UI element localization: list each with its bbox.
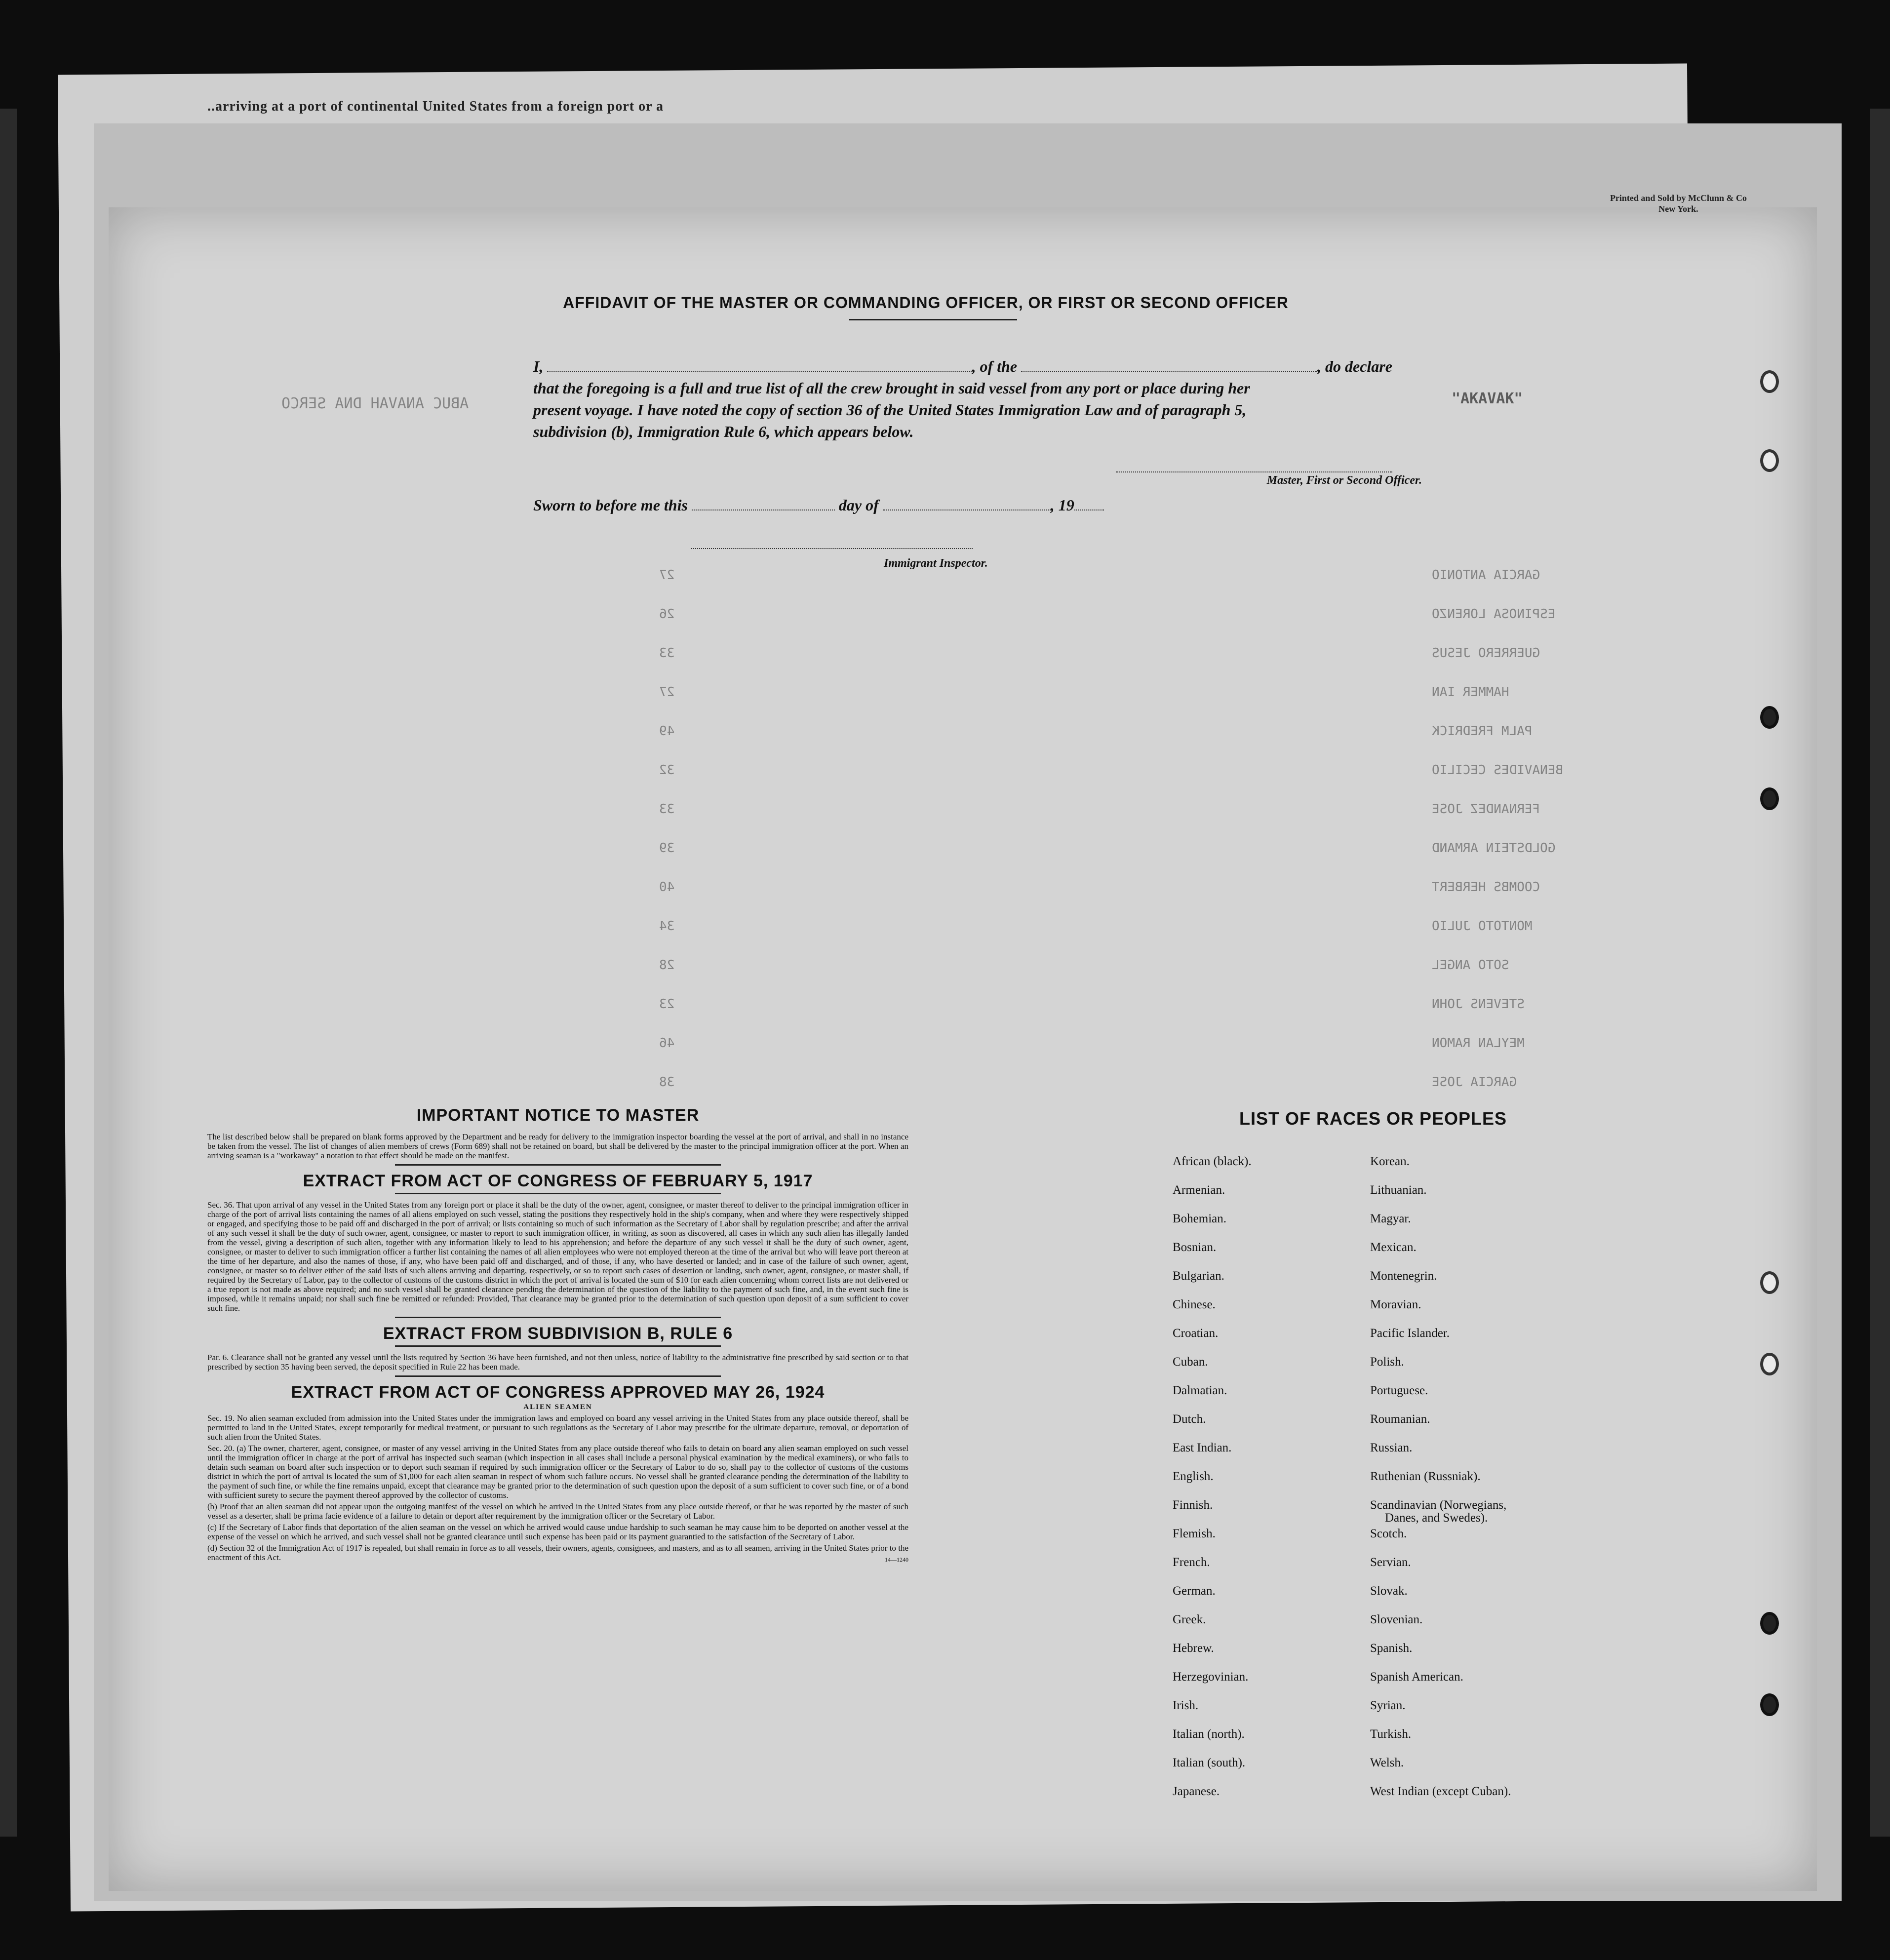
- affidavit-body: [533, 355, 1442, 442]
- race-item: Turkish.: [1370, 1727, 1412, 1741]
- section-rule: [395, 1164, 721, 1166]
- punch-hole-icon: [1760, 370, 1779, 393]
- printer-line-1: Printed and Sold by McClunn & Co: [1610, 193, 1747, 203]
- bleedthrough-age: 28: [659, 958, 675, 973]
- race-item: Ruthenian (Russniak).: [1370, 1470, 1481, 1483]
- race-item: Servian.: [1370, 1556, 1411, 1569]
- race-item: Spanish American.: [1370, 1670, 1463, 1684]
- sworn-month-blank: [883, 500, 1051, 510]
- race-item: Armenian.: [1173, 1183, 1225, 1197]
- bleedthrough-name: GARCIA JOSE: [1432, 1075, 1517, 1090]
- sworn-day-blank: [692, 500, 835, 510]
- bleedthrough-port: ABUC ANAVAH DNA SERCO: [281, 395, 469, 412]
- race-item: Hebrew.: [1173, 1642, 1214, 1655]
- bleedthrough-name: GUERRERO JESUS: [1432, 646, 1540, 661]
- sworn-label: Sworn to before me this: [533, 496, 688, 514]
- bleedthrough-name: GARCIA ANTONIO: [1432, 568, 1540, 583]
- bleedthrough-name: HAMMER IAN: [1432, 685, 1509, 700]
- punch-hole-icon: [1760, 706, 1779, 729]
- vessel-name-blank: [1021, 361, 1317, 372]
- race-item: Welsh.: [1370, 1756, 1404, 1769]
- bleedthrough-name: GOLDSTEIN ARMAND: [1432, 841, 1556, 856]
- punch-hole-icon: [1760, 1693, 1779, 1716]
- race-item-continuation: Danes, and Swedes).: [1385, 1511, 1488, 1525]
- race-item: Slovak.: [1370, 1584, 1408, 1598]
- affidavit-page: [109, 207, 1817, 1891]
- race-item: Slovenian.: [1370, 1613, 1423, 1626]
- race-item: East Indian.: [1173, 1441, 1232, 1454]
- race-item: Bosnian.: [1173, 1241, 1217, 1254]
- race-item: Cuban.: [1173, 1355, 1208, 1369]
- race-item: Irish.: [1173, 1699, 1199, 1712]
- bleedthrough-name: ESPINOSA LORENZO: [1432, 607, 1556, 622]
- punch-hole-icon: [1760, 1271, 1779, 1294]
- sec19-text: Sec. 19. No alien seaman excluded from admission into the United States under the immigration laws and employed on board any vessel arriving in the United States from any place outside thereof, shall be permitted to land in the United States, except temporarily for medical treatment, or pursuant to such regulations as the Secretary of Labor may prescribe for the ultimate departure, removal, or deportation of such alien from the United States.: [207, 1413, 908, 1442]
- signature-line: [1116, 471, 1392, 472]
- year-label: , 19: [1050, 496, 1074, 514]
- section-rule: [395, 1345, 721, 1347]
- race-item: Spanish.: [1370, 1642, 1413, 1655]
- title-rule: [849, 319, 1017, 320]
- race-item: Dalmatian.: [1173, 1384, 1227, 1397]
- race-item: German.: [1173, 1584, 1216, 1598]
- bleedthrough-vessel: "AKAVAK": [1452, 390, 1523, 407]
- race-item: Mexican.: [1370, 1241, 1417, 1254]
- extract-1917-text: Sec. 36. That upon arrival of any vessel in the United States from any foreign port or place it shall be the duty of the owner, agent, consignee, or master thereof to deliver to the principal immigration officer in charge of the port of arrival lists containing the names of all aliens employed on such vessel, stating the positions they respectively hold in the ship's company, when and where they were respectively shipped or engaged, and specifying those to be paid off and discharged in the port of arrival; or lists containing so much of such information as the Secretary of Labor shall by regulation prescribe; and after the arrival of any such vessel it shall be the duty of such owner, agent, consignee, or master to report to such immigration officer, in writing, as soon as discovered, all cases in which any such alien has illegally landed from the vessel, giving a description of such alien, together with any information likely to lead to his apprehension; and before the departure of any such vessel it shall be the duty of such owner, agent, consignee, or master to deliver to such immigration officer a further list containing the names of all alien employees who were not employed thereon at the time of the arrival but who will leave port thereon at the time of her departure, and also the names of those, if any, who have been paid off and discharged, and of those, if any, who have deserted or landed; and in case of the failure of such owner, agent, consignee, or master so to deliver either of the said lists of such aliens arriving and departing, respectively, or so to report such cases of desertion or landing, such owner, agent, consignee, or master shall, if required by the Secretary of Labor, pay to the collector of customs of the customs district in which the port of arrival is located the sum of $10 for each alien concerning whom correct lists are not delivered or a true report is not made as above required; and no such vessel shall be granted clearance pending the determination of the question of the liability to the payment of such fine, and, in the event such fine is imposed, while it remains unpaid; nor shall such fine be remitted or refunded: Provided, That clearance may be granted prior to the determination of such question upon deposit of a sum sufficient to cover such fine.: [207, 1200, 908, 1313]
- race-item: French.: [1173, 1556, 1210, 1569]
- bleedthrough-age: 38: [659, 1075, 675, 1090]
- notice-text: The list described below shall be prepared on blank forms approved by the Department and be ready for delivery to the immigration inspector boarding the vessel at the port of arrival, and shall in no instance be taken from the vessel. The list of changes of alien members of crews (Form 689) shall not be retained on board, but shall be delivered by the master to the principal immigration officer at the port. When an arriving seaman is a "workaway" a notation to that effect should be made on the manifest.: [207, 1132, 908, 1160]
- race-item: Herzegovinian.: [1173, 1670, 1249, 1684]
- race-item: Roumanian.: [1370, 1412, 1430, 1426]
- section-rule: [395, 1317, 721, 1318]
- bleedthrough-name: SOTO ANGEL: [1432, 958, 1509, 973]
- signature-label: Master, First or Second Officer.: [1266, 474, 1422, 487]
- bleedthrough-age: 26: [659, 607, 675, 622]
- races-right-column: [1370, 1155, 1511, 1814]
- bleedthrough-name: FERNANDEZ JOSE: [1432, 802, 1540, 817]
- notice-section: [207, 1106, 908, 1564]
- printer-imprint: [1610, 193, 1747, 214]
- inspector-label: Immigrant Inspector.: [884, 557, 988, 570]
- bleedthrough-name: MEYLAN RAMON: [1432, 1036, 1525, 1051]
- race-item: Montenegrin.: [1370, 1269, 1437, 1283]
- race-item: Lithuanian.: [1370, 1183, 1427, 1197]
- rule6-title: EXTRACT FROM SUBDIVISION B, RULE 6: [383, 1324, 733, 1343]
- extract-1924-title: EXTRACT FROM ACT OF CONGRESS APPROVED MAY 26, 1924: [291, 1383, 825, 1402]
- bleedthrough-age: 33: [659, 802, 675, 817]
- race-item: Syrian.: [1370, 1699, 1406, 1712]
- race-item: Italian (south).: [1173, 1756, 1246, 1769]
- extract-1917-title: EXTRACT FROM ACT OF CONGRESS OF FEBRUARY 5, 1917: [303, 1172, 813, 1190]
- day-of-label: day of: [838, 496, 879, 514]
- race-item: Portuguese.: [1370, 1384, 1428, 1397]
- section-rule: [395, 1375, 721, 1377]
- sec20b-text: (b) Proof that an alien seaman did not appear upon the outgoing manifest of the vessel on which he arrived in the United States from any place outside thereof, or that he was reported by the master of such vessel as a deserter, shall be prima facie evidence of a failure to detain or deport after requirement by the immigration officer or the Secretary of Labor.: [207, 1502, 908, 1521]
- underlying-sheet-header: ..arriving at a port of continental United States from a foreign port or a: [207, 99, 664, 114]
- bleedthrough-age: 46: [659, 1036, 675, 1051]
- races-title: LIST OF RACES OR PEOPLES: [1239, 1108, 1507, 1129]
- inspector-line: [691, 548, 973, 549]
- race-item: Russian.: [1370, 1441, 1413, 1454]
- master-name-blank: [547, 361, 972, 372]
- race-item: Finnish.: [1173, 1498, 1213, 1512]
- bleedthrough-name: MONTOTO JULIO: [1432, 919, 1533, 934]
- of-the-label: , of the: [972, 357, 1017, 375]
- punch-hole-icon: [1760, 449, 1779, 472]
- race-item: Japanese.: [1173, 1785, 1220, 1798]
- bleedthrough-name: PALM FREDRICK: [1432, 724, 1533, 739]
- i-label: I,: [533, 357, 544, 375]
- declaration-line: [533, 355, 1442, 377]
- race-item: Croatian.: [1173, 1327, 1219, 1340]
- bleedthrough-age: 39: [659, 841, 675, 856]
- race-item: Greek.: [1173, 1613, 1206, 1626]
- sec20d-text: (d) Section 32 of the Immigration Act of 1917 is repealed, but shall remain in force as to all vessels, their owners, agents, consignees, and masters, and as to all seamen, arriving in the United States prior to the enactment of this Act.: [207, 1543, 908, 1562]
- race-item: African (black).: [1173, 1155, 1252, 1168]
- bleedthrough-name: BENAVIDES CECILIO: [1432, 763, 1564, 778]
- bleedthrough-age: 33: [659, 646, 675, 661]
- bleedthrough-name: STEVENS JOHN: [1432, 997, 1525, 1012]
- rule6-text: Par. 6. Clearance shall not be granted any vessel until the lists required by Section 36 have been furnished, and not then unless, notice of liability to the administrative fine prescribed by said section or to that prescribed by section 35 having been served, the deposit specified in Rule 22 has been made.: [207, 1353, 908, 1372]
- race-item: English.: [1173, 1470, 1214, 1483]
- declaration-text: that the foregoing is a full and true list of all the crew brought in said vessel from any port or place during her present voyage. I have noted the copy of section 36 of the United States Immigration Law and of paragraph 5, subdivision (b), Immigration Rule 6, which appears below.: [533, 379, 1250, 440]
- punch-hole-icon: [1760, 787, 1779, 810]
- bleedthrough-age: 23: [659, 997, 675, 1012]
- section-rule: [395, 1193, 721, 1194]
- bleedthrough-age: 27: [659, 568, 675, 583]
- sec20a-text: Sec. 20. (a) The owner, charterer, agent, consignee, or master of any vessel arriving in the United States from any place outside thereof who fails to detain on board any alien seaman employed on such vessel until the immigration officer in charge at the port of arrival has inspected such seaman (which inspection in all cases shall include a personal physical examination by the medical examiners), or who fails to detain such seaman on board after such inspection or to deport such seaman if required by such immigration officer or the Secretary of Labor to do so, shall pay to the collector of customs of the customs district in which the port of arrival is located the sum of $1,000 for each alien seaman in respect of whom such failure occurs. No vessel shall be granted clearance pending the determination of the liability to the payment of such fine, or while the fine remains unpaid, except that clearance may be granted prior to the determination of such question upon the deposit of a sum sufficient to cover such fine, or of a bond with sufficient surety to secure the payment thereof approved by the collector of customs.: [207, 1444, 908, 1500]
- race-item: Pacific Islander.: [1370, 1327, 1450, 1340]
- bleedthrough-age: 49: [659, 724, 675, 739]
- notice-title: IMPORTANT NOTICE TO MASTER: [416, 1106, 700, 1125]
- printer-line-2: New York.: [1658, 204, 1698, 214]
- bleedthrough-age: 40: [659, 880, 675, 895]
- race-item: Dutch.: [1173, 1412, 1206, 1426]
- race-item: Polish.: [1370, 1355, 1404, 1369]
- races-left-column: [1173, 1155, 1252, 1814]
- race-item: Flemish.: [1173, 1527, 1216, 1540]
- race-item: Italian (north).: [1173, 1727, 1245, 1741]
- race-item: Korean.: [1370, 1155, 1410, 1168]
- film-edge-right: [1870, 109, 1890, 1837]
- affidavit-title: AFFIDAVIT OF THE MASTER OR COMMANDING OFFICER, OR FIRST OR SECOND OFFICER: [563, 294, 1289, 312]
- sworn-year-blank: [1074, 500, 1104, 510]
- do-declare-label: , do declare: [1317, 357, 1392, 375]
- film-edge-left: [0, 109, 17, 1837]
- sworn-line: [533, 496, 1104, 514]
- race-item: Bulgarian.: [1173, 1269, 1224, 1283]
- form-number: 14—1240: [885, 1556, 908, 1563]
- punch-hole-icon: [1760, 1353, 1779, 1375]
- race-item: Magyar.: [1370, 1212, 1411, 1225]
- race-item: Scandinavian (Norwegians,: [1370, 1498, 1507, 1512]
- race-item: Scotch.: [1370, 1527, 1407, 1540]
- bleedthrough-name: COOMBS HERBERT: [1432, 880, 1540, 895]
- sec20c-text: (c) If the Secretary of Labor finds that deportation of the alien seaman on the vessel on which he arrived would cause undue hardship to such seaman he may cause him to be deported on another vessel at the expense of the vessel on which he arrived, and such vessel shall not be granted clearance until such expense has been paid or its payment guarantied to the satisfaction of the Secretary of Labor.: [207, 1523, 908, 1541]
- race-item: West Indian (except Cuban).: [1370, 1785, 1511, 1798]
- bleedthrough-age: 32: [659, 763, 675, 778]
- punch-hole-icon: [1760, 1612, 1779, 1635]
- race-item: Bohemian.: [1173, 1212, 1227, 1225]
- bleedthrough-age: 27: [659, 685, 675, 700]
- race-item: Chinese.: [1173, 1298, 1216, 1311]
- alien-seamen-subtitle: ALIEN SEAMEN: [523, 1403, 592, 1411]
- race-item: Moravian.: [1370, 1298, 1421, 1311]
- bleedthrough-age: 34: [659, 919, 675, 934]
